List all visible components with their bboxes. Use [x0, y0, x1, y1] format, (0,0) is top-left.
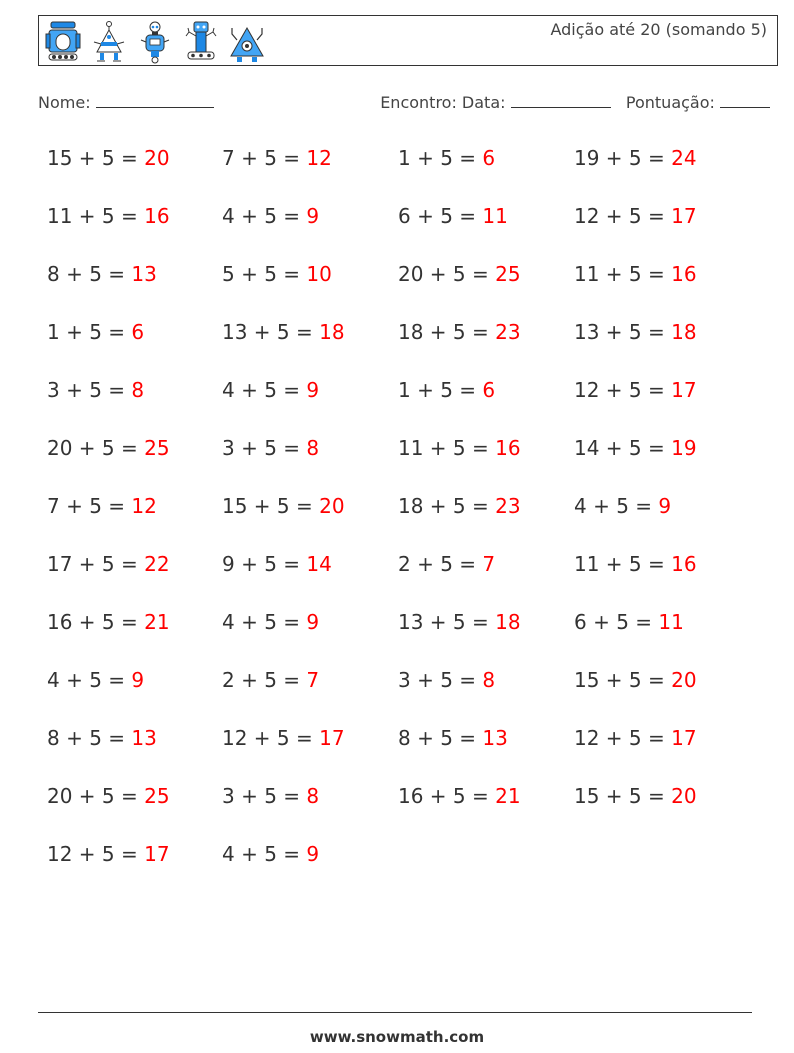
problem-answer: 17: [671, 378, 697, 402]
problem-item: [574, 550, 697, 578]
problem-item: [222, 202, 319, 230]
problem-answer: 20: [319, 494, 345, 518]
problem-item: [398, 318, 521, 346]
problem-answer: 19: [671, 436, 697, 460]
problem-item: [222, 144, 332, 172]
problem-answer: 11: [482, 204, 508, 228]
problem-question: 15 + 5 =: [222, 494, 320, 518]
problem-item: [47, 144, 170, 172]
problem-item: [398, 376, 495, 404]
robot-icons: [45, 19, 265, 65]
problem-item: [398, 666, 495, 694]
problem-question: 4 + 5 =: [574, 494, 659, 518]
problem-answer: 8: [306, 784, 320, 808]
problem-item: [222, 260, 332, 288]
robot-5-icon: [229, 20, 265, 64]
problem-item: [47, 318, 144, 346]
problem-answer: 16: [671, 552, 697, 576]
problem-answer: 12: [306, 146, 332, 170]
problem-question: 20 + 5 =: [47, 784, 145, 808]
problem-question: 3 + 5 =: [47, 378, 132, 402]
problem-question: 8 + 5 =: [398, 726, 483, 750]
problem-answer: 17: [319, 726, 345, 750]
problem-answer: 9: [131, 668, 145, 692]
problem-answer: 21: [144, 610, 170, 634]
problem-answer: 18: [495, 610, 521, 634]
problem-item: [47, 550, 170, 578]
problem-item: [574, 376, 697, 404]
problem-answer: 20: [671, 784, 697, 808]
problem-item: [574, 144, 697, 172]
problem-item: [47, 260, 157, 288]
problem-question: 2 + 5 =: [398, 552, 483, 576]
name-field: [38, 93, 214, 112]
footer-divider: [38, 1012, 752, 1013]
problem-answer: 9: [306, 378, 320, 402]
problem-question: 20 + 5 =: [398, 262, 496, 286]
problem-item: [398, 608, 521, 636]
problem-item: [222, 666, 319, 694]
encounter-label: Encontro: Data:: [380, 93, 506, 112]
problem-item: [398, 550, 495, 578]
problem-question: 16 + 5 =: [398, 784, 496, 808]
problem-answer: 8: [482, 668, 496, 692]
problem-question: 12 + 5 =: [574, 378, 672, 402]
problem-answer: 12: [131, 494, 157, 518]
problem-question: 15 + 5 =: [47, 146, 145, 170]
problem-question: 13 + 5 =: [574, 320, 672, 344]
problem-item: [47, 608, 170, 636]
problem-answer: 9: [306, 204, 320, 228]
name-label: Nome:: [38, 93, 91, 112]
problem-answer: 17: [671, 726, 697, 750]
problem-item: [222, 782, 319, 810]
score-blank[interactable]: [720, 93, 770, 108]
problem-answer: 17: [671, 204, 697, 228]
problem-answer: 25: [144, 784, 170, 808]
problem-question: 1 + 5 =: [398, 378, 483, 402]
problem-question: 8 + 5 =: [47, 262, 132, 286]
problem-question: 12 + 5 =: [222, 726, 320, 750]
problem-question: 18 + 5 =: [398, 494, 496, 518]
problem-item: [222, 318, 345, 346]
meta-row: [38, 93, 770, 115]
problem-question: 4 + 5 =: [222, 610, 307, 634]
problem-question: 6 + 5 =: [574, 610, 659, 634]
problem-answer: 13: [131, 262, 157, 286]
problem-question: 1 + 5 =: [398, 146, 483, 170]
date-blank[interactable]: [511, 93, 611, 108]
problem-question: 4 + 5 =: [47, 668, 132, 692]
problem-item: [222, 492, 345, 520]
problem-answer: 9: [306, 842, 320, 866]
problem-answer: 18: [671, 320, 697, 344]
problem-item: [47, 492, 157, 520]
problem-question: 7 + 5 =: [47, 494, 132, 518]
problem-question: 19 + 5 =: [574, 146, 672, 170]
problem-item: [574, 260, 697, 288]
problem-question: 3 + 5 =: [398, 668, 483, 692]
problem-answer: 9: [658, 494, 672, 518]
problem-item: [47, 434, 170, 462]
robot-3-icon: [137, 20, 173, 64]
problem-answer: 25: [144, 436, 170, 460]
robot-1-icon: [45, 20, 81, 64]
problem-question: 4 + 5 =: [222, 378, 307, 402]
problem-answer: 16: [671, 262, 697, 286]
problem-item: [398, 144, 495, 172]
problem-question: 11 + 5 =: [398, 436, 496, 460]
problem-item: [574, 724, 697, 752]
problem-answer: 23: [495, 494, 521, 518]
problem-answer: 14: [306, 552, 332, 576]
score-label: Pontuação:: [625, 93, 715, 112]
problem-item: [398, 492, 521, 520]
problem-question: 20 + 5 =: [47, 436, 145, 460]
problem-answer: 20: [671, 668, 697, 692]
problem-item: [574, 434, 697, 462]
encounter-score: [380, 93, 770, 112]
problem-item: [574, 608, 684, 636]
footer-url: www.snowmath.com: [309, 1028, 485, 1046]
problem-question: 13 + 5 =: [222, 320, 320, 344]
problem-question: 17 + 5 =: [47, 552, 145, 576]
page-title: Adição até 20 (somando 5): [550, 20, 767, 39]
problem-item: [574, 666, 697, 694]
problem-answer: 16: [144, 204, 170, 228]
problem-item: [574, 492, 671, 520]
problem-item: [47, 782, 170, 810]
problem-question: 12 + 5 =: [574, 726, 672, 750]
problem-question: 12 + 5 =: [47, 842, 145, 866]
problem-question: 4 + 5 =: [222, 204, 307, 228]
problem-question: 5 + 5 =: [222, 262, 307, 286]
problem-question: 13 + 5 =: [398, 610, 496, 634]
problem-answer: 18: [319, 320, 345, 344]
problem-question: 11 + 5 =: [574, 262, 672, 286]
problem-answer: 24: [671, 146, 697, 170]
problem-item: [47, 202, 170, 230]
problem-question: 12 + 5 =: [574, 204, 672, 228]
problem-answer: 13: [131, 726, 157, 750]
problem-question: 3 + 5 =: [222, 784, 307, 808]
robot-4-icon: [183, 20, 219, 64]
problem-item: [574, 202, 697, 230]
problem-item: [47, 724, 157, 752]
problem-item: [398, 202, 508, 230]
problem-item: [574, 782, 697, 810]
problem-item: [47, 840, 170, 868]
problem-question: 11 + 5 =: [574, 552, 672, 576]
problem-question: 4 + 5 =: [222, 842, 307, 866]
problem-item: [222, 608, 319, 636]
problem-item: [222, 840, 319, 868]
problem-answer: 9: [306, 610, 320, 634]
problem-answer: 11: [658, 610, 684, 634]
problem-answer: 20: [144, 146, 170, 170]
problem-answer: 16: [495, 436, 521, 460]
problem-item: [222, 724, 345, 752]
problem-answer: 6: [131, 320, 145, 344]
problem-answer: 8: [131, 378, 145, 402]
problem-item: [574, 318, 697, 346]
problem-question: 9 + 5 =: [222, 552, 307, 576]
problem-answer: 25: [495, 262, 521, 286]
problem-question: 7 + 5 =: [222, 146, 307, 170]
problem-answer: 6: [482, 146, 496, 170]
problem-item: [47, 376, 144, 404]
problem-answer: 6: [482, 378, 496, 402]
problem-item: [222, 550, 332, 578]
header-box: [38, 15, 778, 66]
problem-answer: 17: [144, 842, 170, 866]
problem-answer: 23: [495, 320, 521, 344]
problem-question: 1 + 5 =: [47, 320, 132, 344]
problem-question: 8 + 5 =: [47, 726, 132, 750]
problem-answer: 10: [306, 262, 332, 286]
problem-item: [222, 434, 319, 462]
problem-question: 14 + 5 =: [574, 436, 672, 460]
problem-question: 2 + 5 =: [222, 668, 307, 692]
problem-item: [398, 724, 508, 752]
problem-answer: 21: [495, 784, 521, 808]
problem-answer: 8: [306, 436, 320, 460]
problem-answer: 7: [482, 552, 496, 576]
robot-2-icon: [91, 20, 127, 64]
problem-item: [47, 666, 144, 694]
problem-item: [398, 782, 521, 810]
problem-question: 15 + 5 =: [574, 784, 672, 808]
problem-item: [222, 376, 319, 404]
problem-question: 16 + 5 =: [47, 610, 145, 634]
problem-question: 15 + 5 =: [574, 668, 672, 692]
name-blank[interactable]: [96, 93, 214, 108]
problem-item: [398, 260, 521, 288]
problem-question: 3 + 5 =: [222, 436, 307, 460]
problem-answer: 7: [306, 668, 320, 692]
problem-item: [398, 434, 521, 462]
problem-answer: 13: [482, 726, 508, 750]
problem-question: 6 + 5 =: [398, 204, 483, 228]
problem-question: 11 + 5 =: [47, 204, 145, 228]
problem-answer: 22: [144, 552, 170, 576]
problem-question: 18 + 5 =: [398, 320, 496, 344]
